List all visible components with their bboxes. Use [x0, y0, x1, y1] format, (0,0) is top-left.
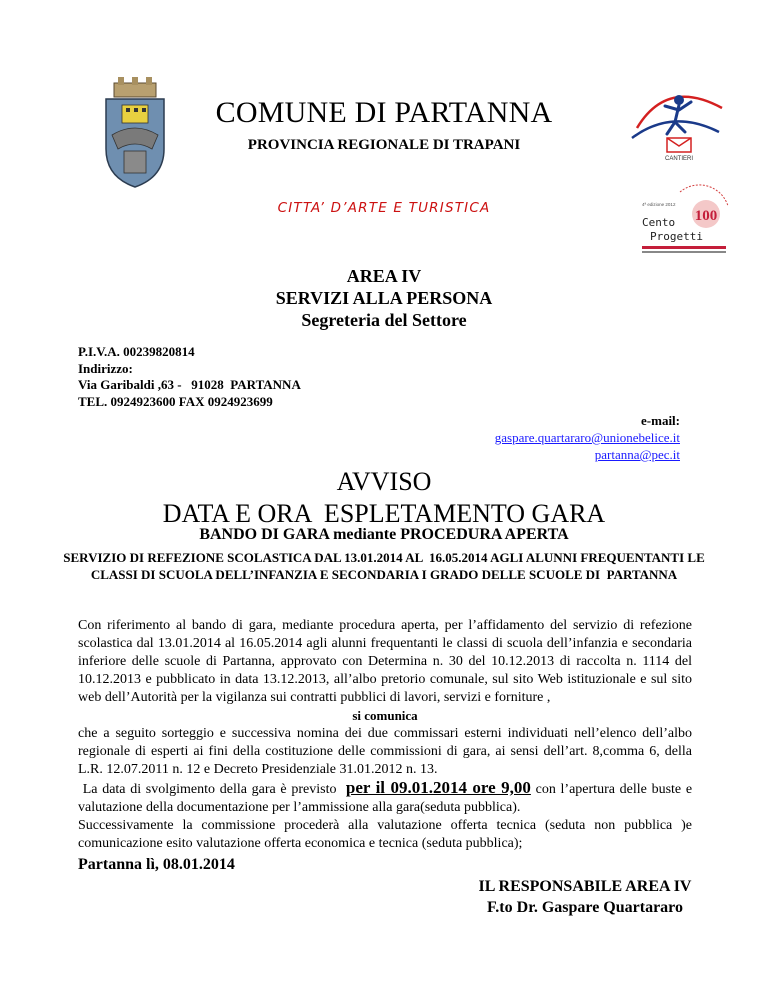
cento-progetti-logo	[640, 182, 730, 264]
area-line-1: AREA IV	[346, 266, 422, 286]
contact-block	[495, 412, 680, 463]
page-subtitle: PROVINCIA REGIONALE DI TRAPANI	[247, 137, 521, 153]
svg-text:CANTIERI: CANTIERI	[664, 156, 694, 162]
page-title: COMUNE DI PARTANNA	[215, 96, 553, 129]
notice-title	[0, 466, 768, 530]
notice-title-line-2: DATA E ORA ESPLETAMENTO GARA	[162, 499, 606, 528]
area-heading	[0, 265, 768, 331]
notice-body	[78, 617, 692, 853]
tender-date: per il 09.01.2014 ore 9,00	[345, 778, 531, 797]
body-paragraph-1: Con riferimento al bando di gara, mediante procedura aperta, per l’affidamento del servizio di refezione scolastica dal 13.01.2014 al 16.05.2014 agli alunni frequentanti le classi di scuola dell’infanzia e secondaria inferiore delle scuole di Partanna, approvato con Determina n. 30 del 10.12.2013 di raccolta n. 1114 del 10.12.2013 e pubblicato in data 13.12.2013, all’albo pretorio comunale, sul sito Web istituzionale e sul sito web dell’Autorità per la vigilanza sui contratti pubblici di lavori, servizi e forniture ,	[78, 618, 692, 705]
body-paragraph-2: che a seguito sorteggio e successiva nomina dei due commissari esterni individuati nell’elenco dell’albo regionale di esperti ai fini della costituzione delle commissioni di gara, ai sensi dell’art. 8,comma 6, della L.R. 12.07.2011 n. 12 e Decreto Presidenziale 31.01.2012 n. 13.	[78, 726, 692, 777]
service-heading: SERVIZIO DI REFEZIONE SCOLASTICA DAL 13.01.2014 AL 16.05.2014 AGLI ALUNNI FREQUENTANTI LE CLASSI DI SCUOLA DELL’INFANZIA E SECONDARIA I GRADO DELLE SCUOLE DI PARTANNA	[63, 550, 708, 582]
signature-block	[420, 876, 750, 918]
email-link-2[interactable]: partanna@pec.it	[594, 447, 680, 462]
address: Via Garibaldi ,63 - 91028 PARTANNA	[78, 377, 301, 392]
svg-text:100: 100	[694, 208, 718, 224]
email-label: e-mail:	[641, 413, 680, 428]
signature-role: IL RESPONSABILE AREA IV	[478, 878, 692, 895]
city-motto: CITTA’ D’ARTE E TURISTICA	[277, 200, 491, 216]
vat-number: P.I.V.A. 00239820814	[78, 344, 195, 359]
email-link-1[interactable]: gaspare.quartararo@unionebelice.it	[494, 430, 680, 445]
svg-text:Progetti: Progetti	[650, 230, 703, 243]
notice-title-line-1: AVVISO	[336, 467, 432, 496]
si-comunica: si comunica	[352, 708, 418, 723]
phone-fax: TEL. 0924923600 FAX 0924923699	[78, 393, 273, 409]
area-line-3: Segreteria del Settore	[301, 310, 467, 330]
crest-icon	[100, 77, 170, 189]
place-date: Partanna lì, 08.01.2014	[78, 856, 235, 873]
svg-text:Cento: Cento	[642, 216, 676, 229]
body-paragraph-3-pre: La data di svolgimento della gara è previsto	[78, 782, 346, 797]
office-info	[78, 344, 301, 410]
body-paragraph-4: Successivamente la commissione procederà alla valutazione offerta tecnica (seduta non pubblica )e comunicazione esito valutazione offerta economica e tecnica (seduta pubblica);	[78, 818, 692, 851]
body-paragraph-3	[78, 779, 692, 817]
tender-heading: BANDO DI GARA mediante PROCEDURA APERTA	[199, 526, 569, 543]
signature-name: F.to Dr. Gaspare Quartararo	[487, 899, 683, 916]
svg-text:4ª edizione 2012: 4ª edizione 2012	[642, 202, 676, 207]
address-label: Indirizzo:	[78, 360, 133, 376]
body-paragraph-3-post: con l’apertura delle buste e valutazione della documentazione per l’ammissione alla gara(seduta pubblica).	[78, 782, 693, 815]
area-line-2: SERVIZI ALLA PERSONA	[275, 288, 493, 308]
